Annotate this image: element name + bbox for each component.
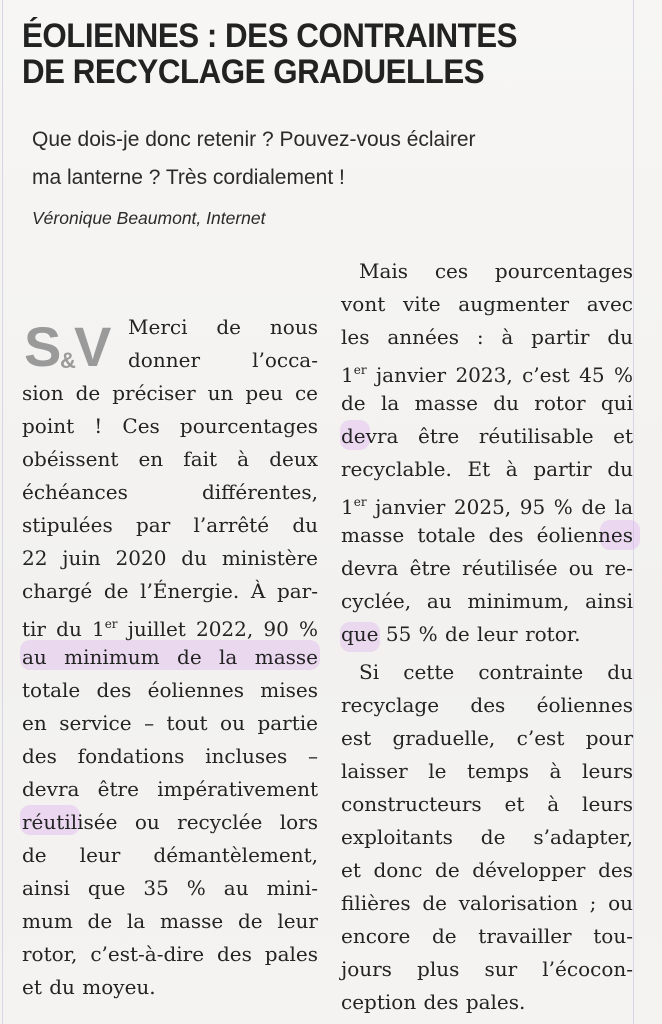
logo-v: V — [74, 318, 112, 372]
text-line: obéissent en fait à deux — [22, 447, 318, 471]
letter-line-1: Que dois-je donc retenir ? Pouvez-vous éclairer — [32, 128, 476, 151]
text-line: et donc de développer des — [341, 858, 633, 882]
letter-signature: Véronique Beaumont, Internet — [32, 208, 266, 228]
title-line-1: ÉOLIENNES : DES CONTRAINTES — [22, 17, 518, 55]
logo-amp: & — [60, 348, 76, 372]
text-line: recyclage des éoliennes — [341, 693, 633, 717]
text-line: constructeurs et à leurs — [341, 792, 633, 816]
text-line: des fondations incluses – — [22, 744, 318, 768]
text-line: rotor, c’est-à-dire des pales — [22, 942, 318, 966]
text-line: sion de préciser un peu ce — [22, 381, 318, 405]
answer-right-column-p1 — [341, 255, 633, 651]
text-line: Si cette contrainte du — [359, 660, 633, 684]
text-line: vont vite augmenter avec — [341, 292, 633, 316]
text-line: donner l’occa- — [128, 348, 318, 372]
text-line: ainsi que 35 % au mini- — [22, 876, 318, 900]
text-line: chargé de l’Énergie. À par- — [22, 579, 318, 603]
text-line: devra être impérativement — [22, 777, 318, 801]
text-line: laisser le temps à leurs — [341, 759, 633, 783]
text-line: encore de travailler tou- — [341, 924, 633, 948]
text-line: échéances différentes, — [22, 480, 318, 504]
text-line: est graduelle, c’est pour — [341, 726, 633, 750]
article-title — [22, 18, 574, 90]
text-line: jours plus sur l’écocon- — [341, 957, 633, 981]
title-line-2: DE RECYCLAGE GRADUELLES — [22, 53, 485, 91]
text-line: réutilisée ou recyclée lors — [22, 810, 318, 834]
text-line: ception des pales. — [341, 990, 526, 1014]
text-line: mum de la masse de leur — [22, 909, 318, 933]
text-line: de leur démantèlement, — [22, 843, 318, 867]
text-line: cyclée, au minimum, ainsi — [341, 589, 633, 613]
text-line: tir du 1er juillet 2022, 90 % — [22, 617, 318, 641]
text-line: masse totale des éoliennes — [341, 523, 633, 547]
text-line: Merci de nous — [128, 315, 318, 339]
text-line: devra être réutilisable et — [341, 424, 633, 448]
text-line: Mais ces pourcentages — [359, 259, 633, 283]
text-line: exploitants de s’adapter, — [341, 825, 633, 849]
text-line: recyclable. Et à partir du — [341, 457, 633, 481]
left-edge-line — [2, 0, 3, 1024]
text-line: au minimum de la masse — [22, 645, 318, 669]
text-line: 22 juin 2020 du ministère — [22, 546, 318, 570]
text-line: 1er janvier 2023, c’est 45 % — [341, 363, 633, 387]
text-line: stipulées par l’arrêté du — [22, 513, 318, 537]
text-line: les années : à partir du — [341, 325, 633, 349]
text-line: que 55 % de leur rotor. — [341, 622, 581, 646]
text-line: point ! Ces pourcentages — [22, 414, 318, 438]
text-line: de la masse du rotor qui — [341, 391, 633, 415]
text-line: filières de valorisation ; ou — [341, 891, 633, 915]
ordinal-superscript: er — [353, 363, 367, 377]
answer-right-column-p2 — [341, 656, 633, 1019]
right-edge-line — [633, 0, 634, 1024]
ordinal-superscript: er — [104, 617, 118, 631]
text-line: en service – tout ou partie — [22, 711, 318, 735]
text-line: 1er janvier 2025, 95 % de la — [341, 495, 633, 519]
text-line: devra être réutilisée ou re- — [341, 556, 633, 580]
letter-line-2: ma lanterne ? Très cordialement ! — [32, 166, 345, 189]
text-line: totale des éoliennes mises — [22, 678, 318, 702]
text-line: et du moyeu. — [22, 975, 156, 999]
logo-s: S — [24, 318, 62, 372]
ordinal-superscript: er — [353, 495, 367, 509]
answer-left-column — [22, 311, 318, 1004]
